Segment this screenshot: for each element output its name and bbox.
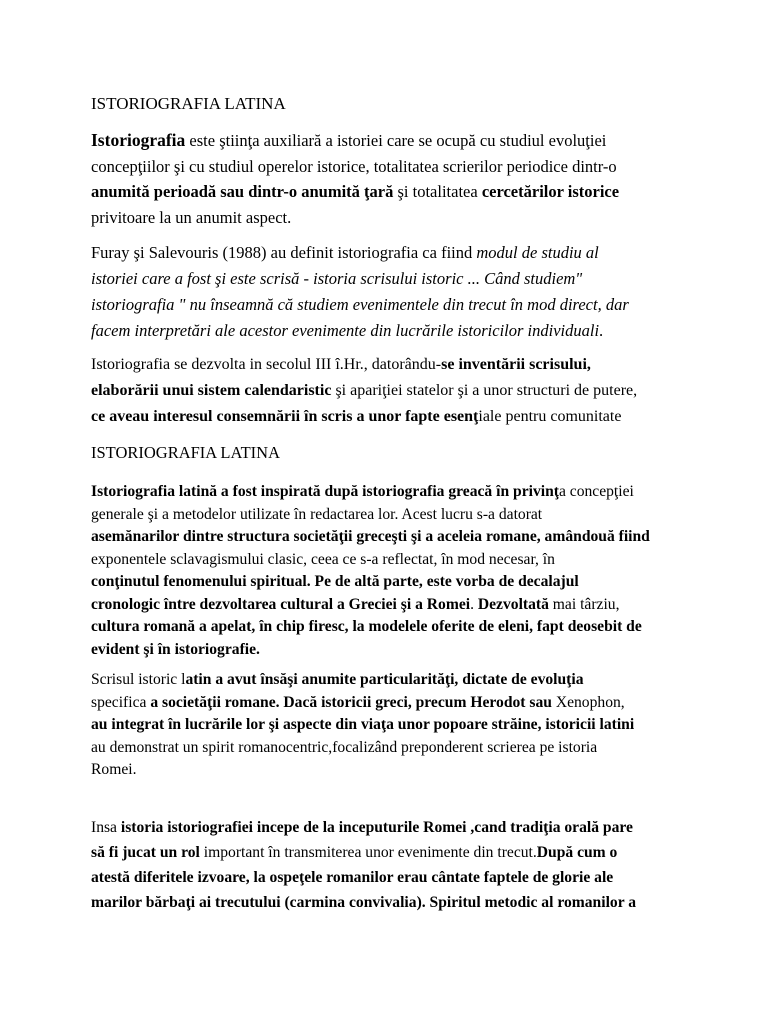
text-run: este ştiinţa auxiliară a istoriei care se ocupă cu studiul evoluţiei <box>185 131 607 150</box>
paragraph-line <box>91 639 691 662</box>
italic-run: facem interpretări ale acestor evenimente din lucrările istoricilor individuali <box>91 321 600 340</box>
paragraph-line: privitoare la un anumit aspect. <box>91 207 292 227</box>
bold-run: au integrat în lucrările lor şi aspecte din viaţa unor popoare străine, istoricii latini <box>91 716 635 733</box>
paragraph-line <box>91 526 691 549</box>
paragraph-line <box>91 714 691 737</box>
paragraph-line: Romei. <box>91 761 137 778</box>
paragraph-development <box>91 352 691 430</box>
bold-run: După cum o <box>536 844 618 861</box>
bold-term: Istoriografia <box>91 130 186 150</box>
paragraph-line <box>91 865 691 890</box>
text-run: . <box>599 321 604 340</box>
paragraph-line: au demonstrat un spirit romanocentric,focalizând preponderent scrierea pe istoria <box>91 738 598 756</box>
bold-run: elaborării unui sistem calendaristic <box>91 382 332 399</box>
paragraph-line <box>91 669 691 692</box>
paragraph-line: generale şi a metodelor utilizate în redactarea lor. Acest lucru s-a datorat <box>91 505 543 523</box>
paragraph-line <box>91 890 691 915</box>
bold-run: cercetărilor istorice <box>481 182 620 201</box>
text-run: Xenophon, <box>555 693 625 711</box>
paragraph-line: concepţiilor şi cu studiul operelor istorice, totalitatea scrierilor periodice dintr-o <box>91 156 617 176</box>
bold-run: cultura romană a apelat, în chip firesc, la modelele oferite de eleni, fapt deosebit de <box>91 618 642 635</box>
text-run: specifica <box>91 693 151 711</box>
text-run: Insa <box>91 819 121 836</box>
paragraph-latin-writing <box>91 669 691 782</box>
paragraph-line <box>91 404 691 430</box>
text-run: şi apariţiei statelor şi a unor structuri de putere, <box>331 382 638 399</box>
bold-run: conţinutul fenomenului spiritual. Pe de altă parte, este vorba de decalajul <box>91 573 579 590</box>
paragraph-line <box>91 352 691 378</box>
text-run: Istoriografia se dezvolta in secolul III î.Hr., datorându- <box>91 356 442 373</box>
text-run: mai târziu, <box>548 595 620 613</box>
paragraph-line <box>91 266 691 292</box>
paragraph-line <box>91 594 691 617</box>
paragraph-line <box>91 571 691 594</box>
text-run: Furay şi Salevouris (1988) au definit istoriografia ca fiind <box>91 243 477 262</box>
paragraph-furay-salevouris <box>91 240 691 344</box>
bold-run: asemănarilor dintre structura societăţii greceşti şi a aceleia romane, amândouă fiind <box>91 528 650 545</box>
paragraph-line <box>91 240 691 266</box>
paragraph-line <box>91 128 691 154</box>
bold-run: să fi jucat un rol <box>91 844 200 861</box>
bold-run: se inventării scrisului, <box>441 356 591 373</box>
bold-run: a societăţii romane. Dacă istoricii greci, precum Herodot sau <box>150 693 556 711</box>
paragraph-latin-inspiration <box>91 481 691 661</box>
italic-run: istoriei care a fost şi este scrisă - istoria scrisului istoric ... Când studiem" <box>91 269 583 288</box>
paragraph-line <box>91 292 691 318</box>
text-run: şi totalitatea <box>393 182 482 201</box>
bold-run: anumită perioadă sau dintr-o anumită ţară <box>91 182 394 201</box>
heading-istoriografia-latina: ISTORIOGRAFIA LATINA <box>91 94 286 113</box>
paragraph-definition <box>91 128 691 230</box>
bold-run: cronologic între dezvoltarea cultural a Greciei şi a Romei <box>91 595 471 613</box>
paragraph-line <box>91 692 691 715</box>
paragraph-line <box>91 481 691 504</box>
bold-run: marilor bărbaţi ai trecutului (carmina convivalia). Spiritul metodic al romanilor a <box>91 894 637 911</box>
text-run: a concepţiei <box>558 483 634 500</box>
text-run: important în transmiterea unor evenimente din trecut. <box>199 844 537 861</box>
paragraph-oral-tradition <box>91 815 691 915</box>
bold-run: evident şi în istoriografie. <box>91 640 260 658</box>
paragraph-line <box>91 179 691 205</box>
paragraph-line <box>91 815 691 840</box>
paragraph-line <box>91 318 691 344</box>
italic-run: istoriografia " nu înseamnă că studiem evenimentele din trecut în mod direct, dar <box>91 295 629 314</box>
text-run: . <box>470 595 478 613</box>
bold-run: istoria istoriografiei incepe de la inceputurile Romei ,cand tradiţia orală pare <box>120 819 633 836</box>
bold-run: atin a avut însăşi anumite particularităţi, dictate de evoluţia <box>185 671 584 688</box>
heading-istoriografia-latina-2: ISTORIOGRAFIA LATINA <box>91 443 280 462</box>
bold-run: atestă diferitele izvoare, la ospeţele romanilor erau cântate faptele de glorie ale <box>91 869 614 886</box>
text-run: Scrisul istoric l <box>91 671 186 688</box>
bold-run: Dezvoltată <box>477 595 549 613</box>
bold-run: ce aveau interesul consemnării în scris a unor fapte esenţ <box>91 408 479 425</box>
paragraph-line: exponentele sclavagismului clasic, ceea ce s-a reflectat, în mod necesar, în <box>91 550 555 568</box>
paragraph-line <box>91 378 691 404</box>
italic-run: modul de studiu al <box>476 243 599 262</box>
bold-run: Istoriografia latină a fost inspirată după istoriografia greacă în privinţ <box>91 483 559 500</box>
paragraph-line <box>91 840 691 865</box>
paragraph-line <box>91 616 691 639</box>
text-run: iale pentru comunitate <box>478 408 622 425</box>
